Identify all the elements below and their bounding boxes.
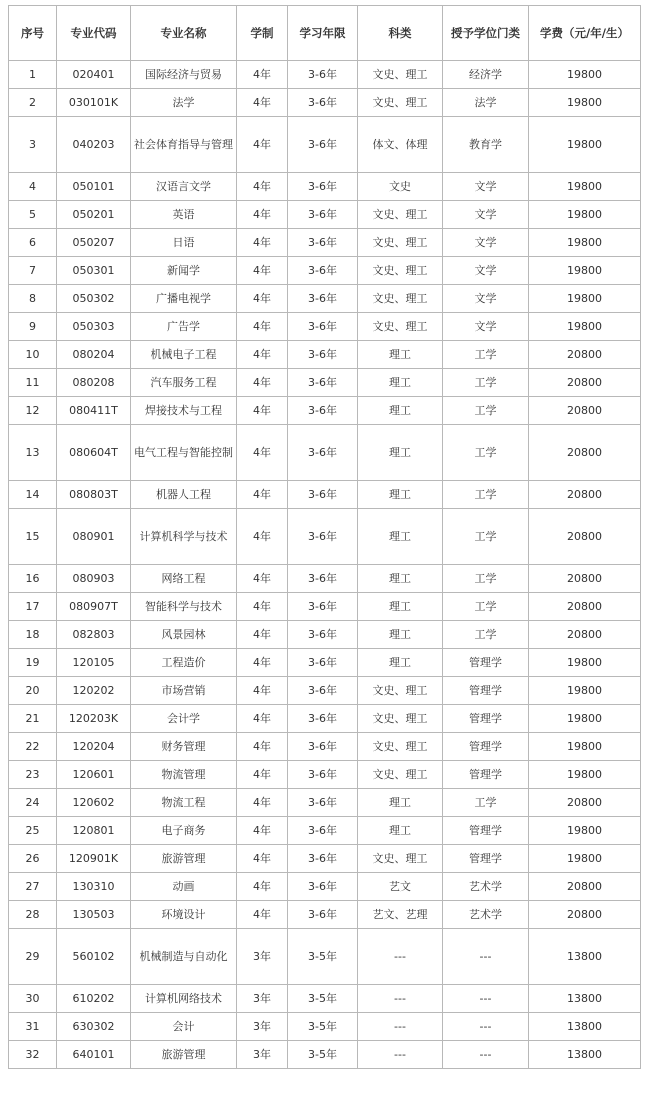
cell-duration: 3年: [237, 929, 288, 985]
cell-study-years: 3-6年: [288, 257, 358, 285]
cell-tuition: 19800: [529, 733, 641, 761]
cell-degree: 工学: [443, 789, 529, 817]
cell-degree: 管理学: [443, 845, 529, 873]
cell-major-name: 环境设计: [131, 901, 237, 929]
cell-tuition: 19800: [529, 89, 641, 117]
majors-table: [8, 5, 641, 1069]
cell-code: 080907T: [57, 593, 131, 621]
cell-major-name: 电子商务: [131, 817, 237, 845]
cell-major-name: 焊接技术与工程: [131, 397, 237, 425]
cell-degree: 文学: [443, 313, 529, 341]
cell-category: 理工: [358, 817, 443, 845]
cell-index: 27: [9, 873, 57, 901]
cell-duration: 4年: [237, 201, 288, 229]
cell-study-years: 3-5年: [288, 1041, 358, 1069]
table-row: [9, 397, 641, 425]
cell-major-name: 英语: [131, 201, 237, 229]
cell-index: 20: [9, 677, 57, 705]
cell-duration: 3年: [237, 1041, 288, 1069]
cell-category: 文史: [358, 173, 443, 201]
cell-degree: 经济学: [443, 61, 529, 89]
cell-category: 理工: [358, 565, 443, 593]
header-degree: 授予学位门类: [443, 6, 529, 61]
table-row: [9, 509, 641, 565]
cell-tuition: 19800: [529, 117, 641, 173]
cell-major-name: 汽车服务工程: [131, 369, 237, 397]
cell-study-years: 3-6年: [288, 313, 358, 341]
table-row: [9, 761, 641, 789]
header-duration: 学制: [237, 6, 288, 61]
cell-study-years: 3-6年: [288, 341, 358, 369]
table-row: [9, 817, 641, 845]
cell-index: 2: [9, 89, 57, 117]
cell-index: 25: [9, 817, 57, 845]
cell-category: 文史、理工: [358, 313, 443, 341]
cell-duration: 4年: [237, 677, 288, 705]
cell-index: 31: [9, 1013, 57, 1041]
cell-code: 040203: [57, 117, 131, 173]
cell-code: 050303: [57, 313, 131, 341]
cell-tuition: 19800: [529, 677, 641, 705]
cell-major-name: 新闻学: [131, 257, 237, 285]
cell-tuition: 13800: [529, 1013, 641, 1041]
cell-code: 050101: [57, 173, 131, 201]
cell-degree: 法学: [443, 89, 529, 117]
table-row: [9, 1013, 641, 1041]
cell-study-years: 3-6年: [288, 117, 358, 173]
cell-study-years: 3-6年: [288, 873, 358, 901]
header-study-years: 学习年限: [288, 6, 358, 61]
table-row: [9, 89, 641, 117]
cell-category: 理工: [358, 509, 443, 565]
cell-degree: 工学: [443, 397, 529, 425]
cell-category: 文史、理工: [358, 677, 443, 705]
cell-code: 080901: [57, 509, 131, 565]
cell-index: 30: [9, 985, 57, 1013]
cell-tuition: 19800: [529, 705, 641, 733]
table-row: [9, 901, 641, 929]
cell-duration: 4年: [237, 313, 288, 341]
cell-tuition: 19800: [529, 649, 641, 677]
cell-duration: 4年: [237, 425, 288, 481]
cell-degree: 文学: [443, 257, 529, 285]
cell-study-years: 3-6年: [288, 201, 358, 229]
cell-code: 120202: [57, 677, 131, 705]
cell-degree: 艺术学: [443, 873, 529, 901]
cell-code: 120105: [57, 649, 131, 677]
cell-tuition: 20800: [529, 397, 641, 425]
cell-index: 26: [9, 845, 57, 873]
cell-code: 120901K: [57, 845, 131, 873]
cell-major-name: 计算机科学与技术: [131, 509, 237, 565]
cell-study-years: 3-6年: [288, 761, 358, 789]
cell-major-name: 会计: [131, 1013, 237, 1041]
cell-tuition: 20800: [529, 593, 641, 621]
cell-code: 020401: [57, 61, 131, 89]
table-row: [9, 985, 641, 1013]
cell-category: 理工: [358, 341, 443, 369]
header-code: 专业代码: [57, 6, 131, 61]
cell-study-years: 3-6年: [288, 173, 358, 201]
cell-degree: 管理学: [443, 733, 529, 761]
cell-study-years: 3-6年: [288, 369, 358, 397]
cell-degree: ---: [443, 985, 529, 1013]
cell-index: 1: [9, 61, 57, 89]
cell-study-years: 3-6年: [288, 89, 358, 117]
cell-category: 文史、理工: [358, 705, 443, 733]
cell-major-name: 计算机网络技术: [131, 985, 237, 1013]
cell-degree: ---: [443, 929, 529, 985]
cell-tuition: 13800: [529, 985, 641, 1013]
cell-category: 艺文: [358, 873, 443, 901]
table-row: [9, 593, 641, 621]
cell-major-name: 汉语言文学: [131, 173, 237, 201]
cell-tuition: 19800: [529, 201, 641, 229]
cell-duration: 4年: [237, 901, 288, 929]
cell-index: 21: [9, 705, 57, 733]
cell-code: 120203K: [57, 705, 131, 733]
cell-study-years: 3-6年: [288, 61, 358, 89]
cell-major-name: 社会体育指导与管理: [131, 117, 237, 173]
cell-category: 文史、理工: [358, 61, 443, 89]
cell-index: 12: [9, 397, 57, 425]
cell-degree: 工学: [443, 369, 529, 397]
cell-tuition: 20800: [529, 565, 641, 593]
cell-index: 19: [9, 649, 57, 677]
cell-tuition: 19800: [529, 61, 641, 89]
cell-duration: 4年: [237, 817, 288, 845]
cell-category: 体文、体理: [358, 117, 443, 173]
cell-index: 8: [9, 285, 57, 313]
cell-major-name: 法学: [131, 89, 237, 117]
cell-study-years: 3-6年: [288, 509, 358, 565]
cell-code: 560102: [57, 929, 131, 985]
cell-category: 文史、理工: [358, 89, 443, 117]
table-row: [9, 845, 641, 873]
cell-major-name: 广告学: [131, 313, 237, 341]
cell-tuition: 20800: [529, 481, 641, 509]
cell-code: 630302: [57, 1013, 131, 1041]
cell-tuition: 19800: [529, 257, 641, 285]
cell-duration: 3年: [237, 1013, 288, 1041]
cell-category: 文史、理工: [358, 845, 443, 873]
cell-study-years: 3-6年: [288, 481, 358, 509]
cell-category: ---: [358, 929, 443, 985]
cell-tuition: 20800: [529, 369, 641, 397]
cell-category: ---: [358, 985, 443, 1013]
cell-code: 050201: [57, 201, 131, 229]
cell-study-years: 3-6年: [288, 565, 358, 593]
cell-degree: 工学: [443, 621, 529, 649]
cell-tuition: 19800: [529, 285, 641, 313]
cell-duration: 4年: [237, 761, 288, 789]
cell-degree: 工学: [443, 425, 529, 481]
cell-category: 文史、理工: [358, 201, 443, 229]
table-row: [9, 117, 641, 173]
cell-degree: 管理学: [443, 705, 529, 733]
cell-degree: ---: [443, 1041, 529, 1069]
cell-category: 理工: [358, 481, 443, 509]
cell-duration: 4年: [237, 621, 288, 649]
table-row: [9, 425, 641, 481]
cell-category: 文史、理工: [358, 229, 443, 257]
cell-study-years: 3-6年: [288, 425, 358, 481]
cell-category: 文史、理工: [358, 761, 443, 789]
cell-index: 9: [9, 313, 57, 341]
cell-major-name: 机械制造与自动化: [131, 929, 237, 985]
cell-major-name: 财务管理: [131, 733, 237, 761]
cell-category: 理工: [358, 593, 443, 621]
table-row: [9, 313, 641, 341]
cell-code: 130503: [57, 901, 131, 929]
header-tuition: 学费（元/年/生）: [529, 6, 641, 61]
cell-major-name: 日语: [131, 229, 237, 257]
table-row: [9, 257, 641, 285]
cell-tuition: 20800: [529, 621, 641, 649]
table-row: [9, 649, 641, 677]
cell-code: 610202: [57, 985, 131, 1013]
cell-duration: 4年: [237, 845, 288, 873]
cell-category: 文史、理工: [358, 257, 443, 285]
cell-category: 理工: [358, 425, 443, 481]
header-index: 序号: [9, 6, 57, 61]
cell-duration: 4年: [237, 593, 288, 621]
cell-code: 082803: [57, 621, 131, 649]
cell-code: 080604T: [57, 425, 131, 481]
cell-index: 7: [9, 257, 57, 285]
table-row: [9, 201, 641, 229]
cell-code: 050207: [57, 229, 131, 257]
cell-study-years: 3-6年: [288, 229, 358, 257]
cell-study-years: 3-6年: [288, 789, 358, 817]
table-row: [9, 481, 641, 509]
cell-index: 17: [9, 593, 57, 621]
cell-tuition: 20800: [529, 901, 641, 929]
cell-major-name: 旅游管理: [131, 1041, 237, 1069]
cell-major-name: 网络工程: [131, 565, 237, 593]
cell-study-years: 3-6年: [288, 817, 358, 845]
cell-tuition: 20800: [529, 509, 641, 565]
table-row: [9, 677, 641, 705]
cell-degree: 文学: [443, 285, 529, 313]
cell-degree: 工学: [443, 341, 529, 369]
table-row: [9, 1041, 641, 1069]
cell-duration: 4年: [237, 341, 288, 369]
cell-degree: 教育学: [443, 117, 529, 173]
cell-category: 艺文、艺理: [358, 901, 443, 929]
cell-study-years: 3-5年: [288, 985, 358, 1013]
cell-tuition: 13800: [529, 929, 641, 985]
cell-code: 080208: [57, 369, 131, 397]
cell-code: 640101: [57, 1041, 131, 1069]
table-row: [9, 733, 641, 761]
cell-index: 10: [9, 341, 57, 369]
cell-duration: 4年: [237, 117, 288, 173]
cell-degree: 管理学: [443, 649, 529, 677]
cell-study-years: 3-6年: [288, 705, 358, 733]
cell-code: 130310: [57, 873, 131, 901]
cell-code: 120601: [57, 761, 131, 789]
cell-study-years: 3-6年: [288, 901, 358, 929]
cell-degree: 工学: [443, 509, 529, 565]
cell-tuition: 20800: [529, 789, 641, 817]
cell-duration: 4年: [237, 61, 288, 89]
cell-study-years: 3-5年: [288, 1013, 358, 1041]
cell-duration: 4年: [237, 649, 288, 677]
cell-index: 22: [9, 733, 57, 761]
cell-category: 理工: [358, 789, 443, 817]
cell-index: 32: [9, 1041, 57, 1069]
cell-index: 24: [9, 789, 57, 817]
cell-study-years: 3-6年: [288, 649, 358, 677]
table-row: [9, 929, 641, 985]
cell-major-name: 物流工程: [131, 789, 237, 817]
cell-duration: 4年: [237, 229, 288, 257]
cell-major-name: 物流管理: [131, 761, 237, 789]
cell-duration: 4年: [237, 481, 288, 509]
cell-major-name: 动画: [131, 873, 237, 901]
cell-index: 13: [9, 425, 57, 481]
table-row: [9, 621, 641, 649]
cell-code: 050301: [57, 257, 131, 285]
cell-study-years: 3-6年: [288, 621, 358, 649]
cell-duration: 4年: [237, 173, 288, 201]
cell-category: ---: [358, 1041, 443, 1069]
cell-category: 理工: [358, 397, 443, 425]
cell-index: 11: [9, 369, 57, 397]
cell-duration: 4年: [237, 397, 288, 425]
table-row: [9, 705, 641, 733]
cell-tuition: 13800: [529, 1041, 641, 1069]
table-row: [9, 565, 641, 593]
cell-major-name: 市场营销: [131, 677, 237, 705]
cell-duration: 4年: [237, 565, 288, 593]
cell-index: 18: [9, 621, 57, 649]
header-row: [9, 6, 641, 61]
cell-study-years: 3-6年: [288, 285, 358, 313]
cell-code: 080411T: [57, 397, 131, 425]
cell-duration: 4年: [237, 285, 288, 313]
cell-major-name: 机器人工程: [131, 481, 237, 509]
cell-tuition: 20800: [529, 873, 641, 901]
cell-category: 文史、理工: [358, 285, 443, 313]
cell-degree: 管理学: [443, 677, 529, 705]
cell-index: 3: [9, 117, 57, 173]
cell-duration: 4年: [237, 789, 288, 817]
cell-code: 120204: [57, 733, 131, 761]
table-row: [9, 789, 641, 817]
cell-major-name: 电气工程与智能控制: [131, 425, 237, 481]
cell-tuition: 19800: [529, 313, 641, 341]
cell-index: 28: [9, 901, 57, 929]
cell-index: 16: [9, 565, 57, 593]
cell-study-years: 3-5年: [288, 929, 358, 985]
cell-tuition: 20800: [529, 341, 641, 369]
table-row: [9, 229, 641, 257]
cell-duration: 3年: [237, 985, 288, 1013]
cell-code: 080803T: [57, 481, 131, 509]
cell-major-name: 风景园林: [131, 621, 237, 649]
cell-duration: 4年: [237, 369, 288, 397]
cell-tuition: 19800: [529, 229, 641, 257]
cell-index: 23: [9, 761, 57, 789]
table-row: [9, 173, 641, 201]
cell-study-years: 3-6年: [288, 593, 358, 621]
cell-degree: 工学: [443, 565, 529, 593]
cell-category: 理工: [358, 649, 443, 677]
cell-major-name: 广播电视学: [131, 285, 237, 313]
cell-degree: 管理学: [443, 761, 529, 789]
cell-code: 080204: [57, 341, 131, 369]
cell-degree: 管理学: [443, 817, 529, 845]
cell-degree: 艺术学: [443, 901, 529, 929]
cell-index: 29: [9, 929, 57, 985]
cell-index: 6: [9, 229, 57, 257]
header-major-name: 专业名称: [131, 6, 237, 61]
cell-study-years: 3-6年: [288, 733, 358, 761]
table-row: [9, 369, 641, 397]
cell-duration: 4年: [237, 257, 288, 285]
cell-index: 14: [9, 481, 57, 509]
cell-tuition: 19800: [529, 761, 641, 789]
cell-degree: 文学: [443, 229, 529, 257]
table-row: [9, 285, 641, 313]
cell-major-name: 国际经济与贸易: [131, 61, 237, 89]
cell-study-years: 3-6年: [288, 397, 358, 425]
table-row: [9, 873, 641, 901]
table-row: [9, 61, 641, 89]
cell-study-years: 3-6年: [288, 677, 358, 705]
cell-degree: ---: [443, 1013, 529, 1041]
cell-category: 理工: [358, 369, 443, 397]
cell-degree: 工学: [443, 481, 529, 509]
cell-degree: 文学: [443, 173, 529, 201]
cell-code: 120602: [57, 789, 131, 817]
cell-index: 4: [9, 173, 57, 201]
table-row: [9, 341, 641, 369]
cell-code: 120801: [57, 817, 131, 845]
cell-code: 030101K: [57, 89, 131, 117]
cell-tuition: 19800: [529, 173, 641, 201]
cell-major-name: 工程造价: [131, 649, 237, 677]
cell-tuition: 19800: [529, 845, 641, 873]
cell-duration: 4年: [237, 89, 288, 117]
cell-duration: 4年: [237, 509, 288, 565]
cell-major-name: 会计学: [131, 705, 237, 733]
cell-study-years: 3-6年: [288, 845, 358, 873]
cell-tuition: 20800: [529, 425, 641, 481]
cell-index: 15: [9, 509, 57, 565]
table-container: [8, 5, 641, 1069]
cell-major-name: 智能科学与技术: [131, 593, 237, 621]
cell-category: ---: [358, 1013, 443, 1041]
cell-duration: 4年: [237, 705, 288, 733]
cell-category: 文史、理工: [358, 733, 443, 761]
cell-duration: 4年: [237, 733, 288, 761]
cell-duration: 4年: [237, 873, 288, 901]
cell-degree: 文学: [443, 201, 529, 229]
cell-major-name: 机械电子工程: [131, 341, 237, 369]
cell-code: 080903: [57, 565, 131, 593]
cell-code: 050302: [57, 285, 131, 313]
header-category: 科类: [358, 6, 443, 61]
cell-degree: 工学: [443, 593, 529, 621]
cell-major-name: 旅游管理: [131, 845, 237, 873]
cell-tuition: 19800: [529, 817, 641, 845]
cell-index: 5: [9, 201, 57, 229]
cell-category: 理工: [358, 621, 443, 649]
